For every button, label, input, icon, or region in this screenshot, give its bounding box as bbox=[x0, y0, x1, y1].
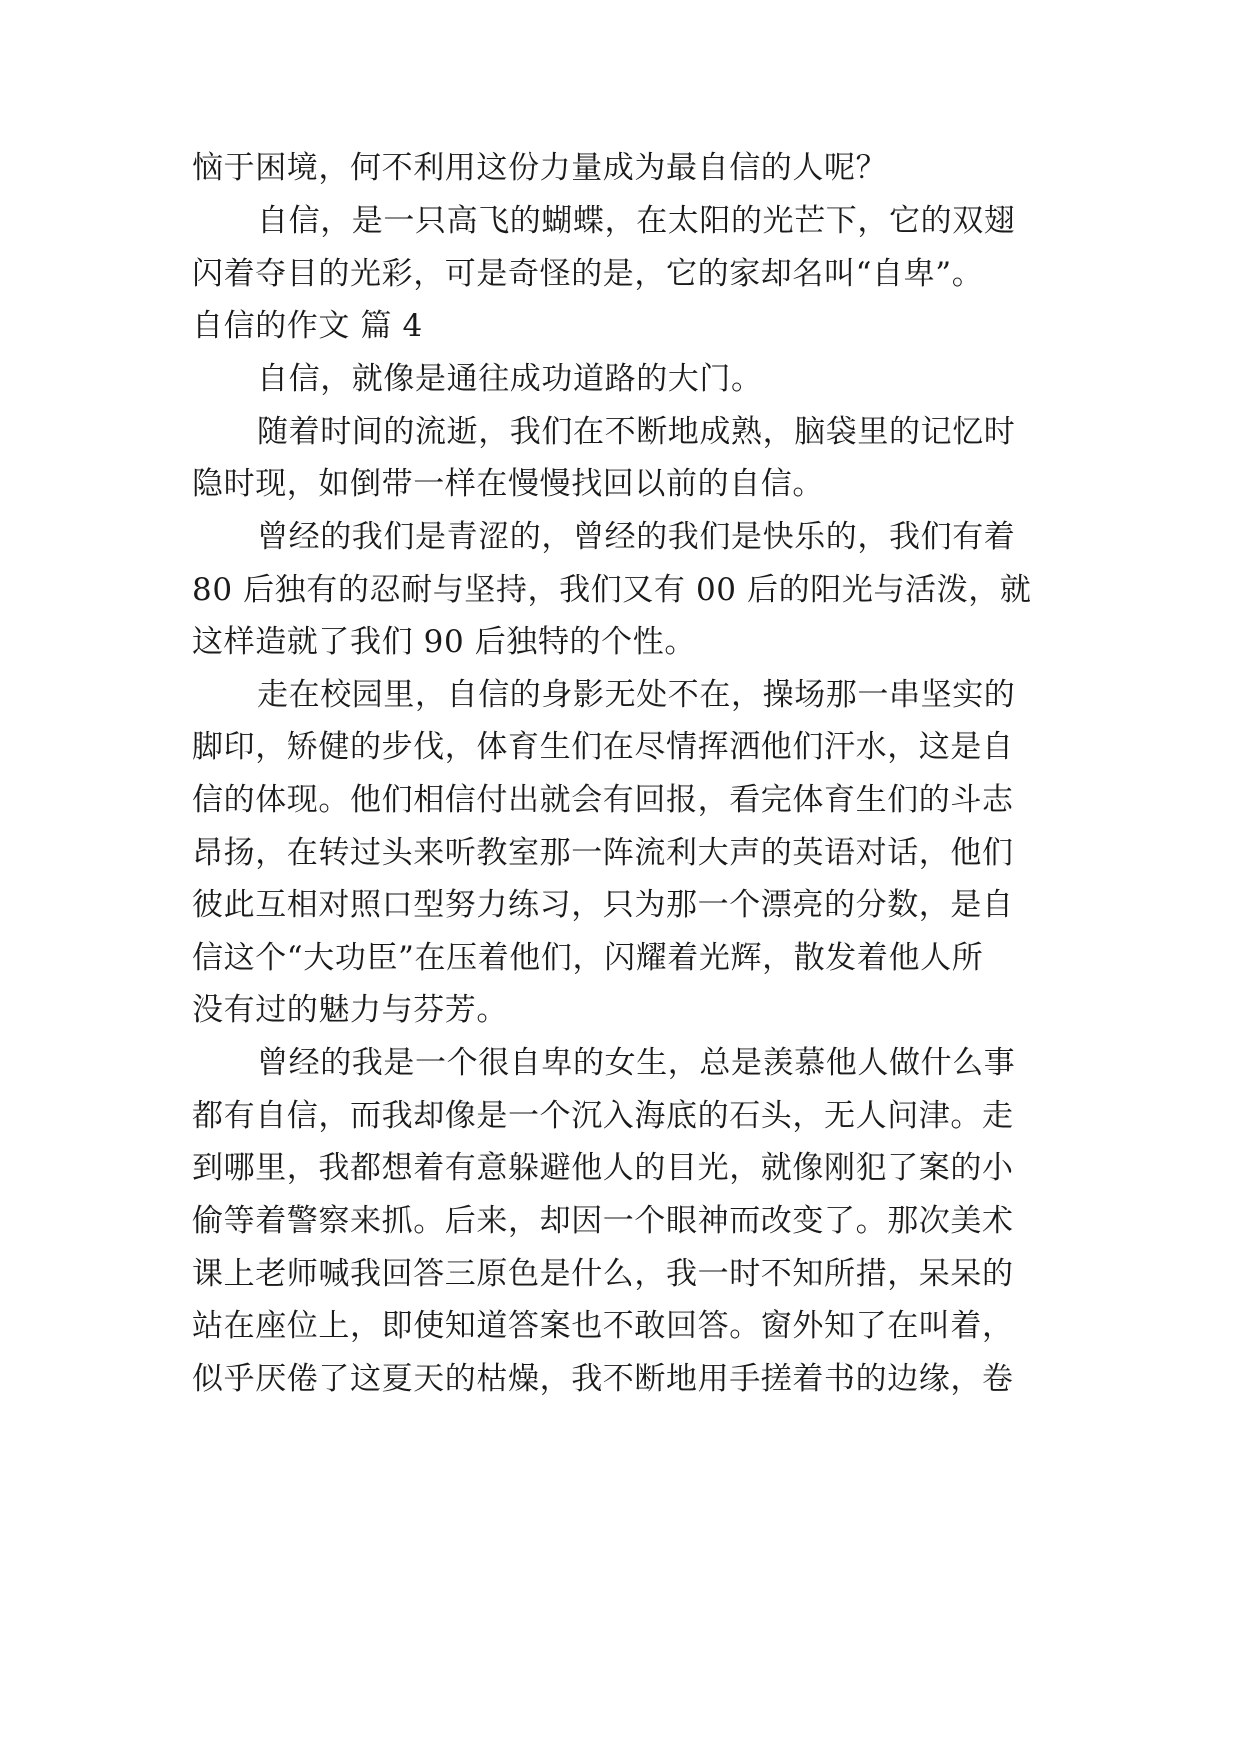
text-line: 似乎厌倦了这夏天的枯燥，我不断地用手搓着书的边缘，卷 bbox=[192, 1361, 1014, 1397]
text-line: 曾经的我是一个很自卑的女生，总是羡慕他人做什么事 bbox=[257, 1045, 1016, 1081]
text-line: 自信，就像是通往成功道路的大门。 bbox=[257, 361, 763, 397]
text-line: 偷等着警察来抓。后来，却因一个眼神而改变了。那次美术 bbox=[192, 1203, 1014, 1239]
text-line: 彼此互相对照口型努力练习，只为那一个漂亮的分数，是自 bbox=[192, 887, 1014, 923]
text-line: 走在校园里，自信的身影无处不在，操场那一串坚实的 bbox=[257, 677, 1016, 713]
text-line: 隐时现，如倒带一样在慢慢找回以前的自信。 bbox=[192, 466, 824, 502]
text-line: 随着时间的流逝，我们在不断地成熟，脑袋里的记忆时 bbox=[257, 414, 1016, 450]
text-line: 80 后独有的忍耐与坚持，我们又有 00 后的阳光与活泼，就 bbox=[192, 572, 1032, 608]
text-line: 恼于困境，何不利用这份力量成为最自信的人呢？ bbox=[192, 150, 888, 186]
text-line: 曾经的我们是青涩的，曾经的我们是快乐的，我们有着 bbox=[257, 519, 1016, 555]
text-line: 昂扬，在转过头来听教室那一阵流利大声的英语对话，他们 bbox=[192, 835, 1014, 871]
section-heading: 自信的作文 篇 4 bbox=[192, 308, 423, 344]
text-line: 都有自信，而我却像是一个沉入海底的石头，无人问津。走 bbox=[192, 1098, 1014, 1134]
text-line: 闪着夺目的光彩，可是奇怪的是，它的家却名叫“自卑”。 bbox=[192, 256, 984, 292]
text-line: 没有过的魅力与芬芳。 bbox=[192, 992, 508, 1028]
text-line: 信的体现。他们相信付出就会有回报，看完体育生们的斗志 bbox=[192, 782, 1014, 818]
text-line: 信这个“大功臣”在压着他们，闪耀着光辉，散发着他人所 bbox=[192, 940, 984, 976]
text-line: 课上老师喊我回答三原色是什么，我一时不知所措，呆呆的 bbox=[192, 1256, 1014, 1292]
text-line: 这样造就了我们 90 后独特的个性。 bbox=[192, 624, 696, 660]
text-line: 到哪里，我都想着有意躲避他人的目光，就像刚犯了案的小 bbox=[192, 1150, 1014, 1186]
text-line: 自信，是一只高飞的蝴蝶，在太阳的光芒下，它的双翅 bbox=[257, 203, 1016, 239]
text-line: 站在座位上，即使知道答案也不敢回答。窗外知了在叫着， bbox=[192, 1308, 1014, 1344]
text-line: 脚印，矫健的步伐，体育生们在尽情挥洒他们汗水，这是自 bbox=[192, 729, 1014, 765]
